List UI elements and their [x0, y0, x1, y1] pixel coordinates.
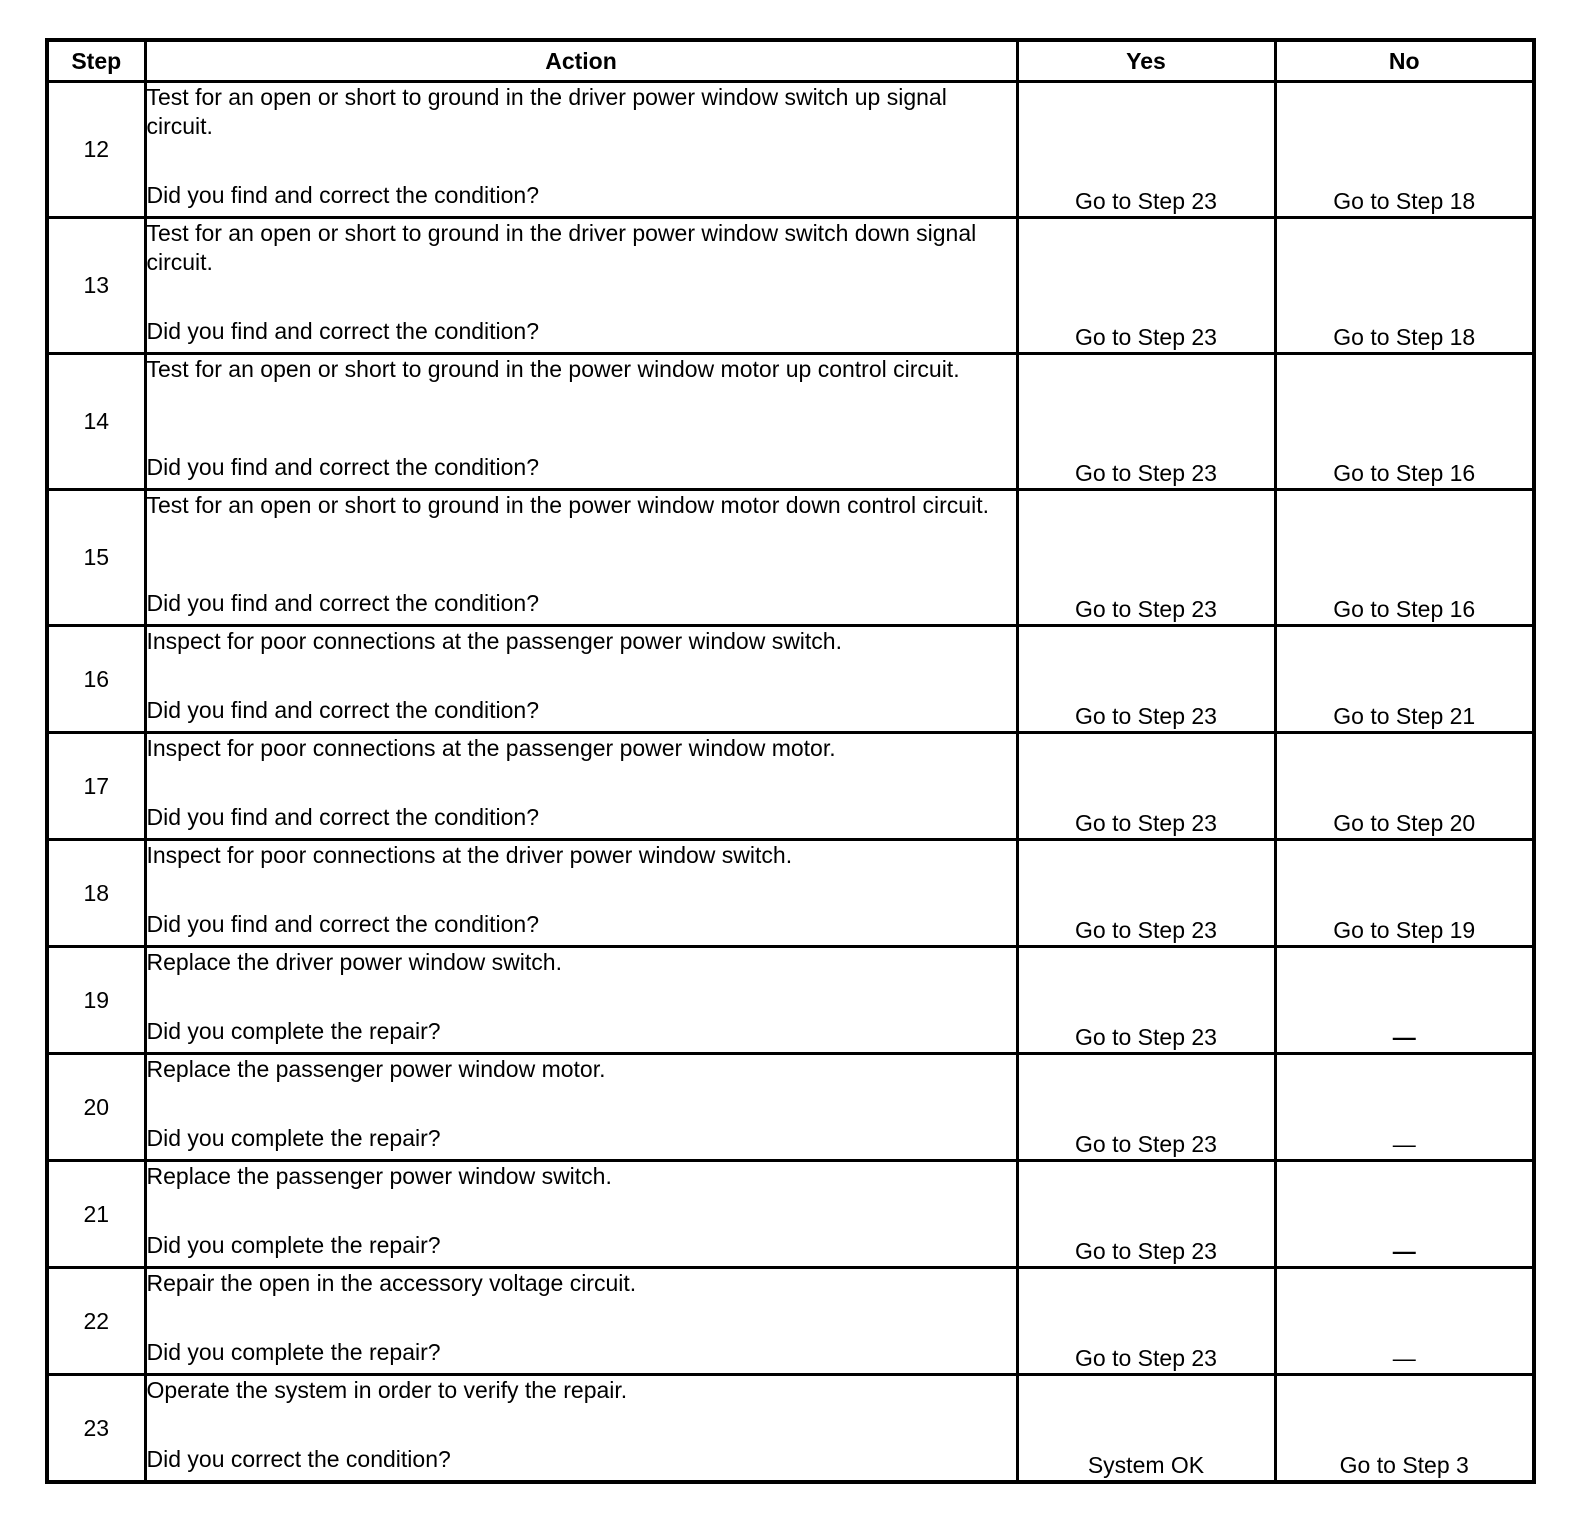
step-number: 18 [47, 840, 145, 947]
yes-result: Go to Step 23 [1017, 1268, 1275, 1375]
yes-result: System OK [1017, 1375, 1275, 1483]
action-text: Inspect for poor connections at the passenger power window motor. [146, 735, 836, 761]
no-result: — [1275, 1161, 1534, 1268]
yes-result: Go to Step 23 [1017, 82, 1275, 218]
action-question: Did you complete the repair? [146, 1125, 441, 1151]
yes-result: Go to Step 23 [1017, 947, 1275, 1054]
action-text: Replace the passenger power window motor. [146, 1056, 606, 1082]
table-row [47, 218, 1534, 354]
action-question: Did you find and correct the condition? [146, 697, 540, 723]
yes-result: Go to Step 23 [1017, 840, 1275, 947]
action-cell [145, 1268, 1017, 1375]
no-result: — [1275, 1054, 1534, 1161]
action-question: Did you complete the repair? [146, 1018, 441, 1044]
no-result: Go to Step 3 [1275, 1375, 1534, 1483]
header-action: Action [145, 40, 1017, 82]
action-question: Did you correct the condition? [146, 1446, 451, 1472]
diagnostic-table [45, 38, 1536, 1484]
action-cell [145, 82, 1017, 218]
action-text: Operate the system in order to verify the repair. [146, 1377, 628, 1403]
table-row [47, 1054, 1534, 1161]
table-row [47, 490, 1534, 626]
action-text: Replace the driver power window switch. [146, 949, 562, 975]
no-result: — [1275, 947, 1534, 1054]
yes-result: Go to Step 23 [1017, 354, 1275, 490]
action-text: Test for an open or short to ground in the driver power window switch down signal circuit. [146, 220, 977, 275]
action-text: Replace the passenger power window switch. [146, 1163, 612, 1189]
table-row [47, 947, 1534, 1054]
step-number: 23 [47, 1375, 145, 1483]
action-text: Inspect for poor connections at the driver power window switch. [146, 842, 793, 868]
step-number: 14 [47, 354, 145, 490]
yes-result: Go to Step 23 [1017, 218, 1275, 354]
action-text: Repair the open in the accessory voltage circuit. [146, 1270, 637, 1296]
action-cell [145, 1054, 1017, 1161]
no-result: Go to Step 21 [1275, 626, 1534, 733]
no-result: Go to Step 19 [1275, 840, 1534, 947]
action-cell [145, 733, 1017, 840]
table-row [47, 82, 1534, 218]
table-row [47, 1268, 1534, 1375]
action-question: Did you find and correct the condition? [146, 454, 540, 480]
step-number: 22 [47, 1268, 145, 1375]
header-yes: Yes [1017, 40, 1275, 82]
header-step: Step [47, 40, 145, 82]
table-row [47, 733, 1534, 840]
yes-result: Go to Step 23 [1017, 733, 1275, 840]
action-cell [145, 626, 1017, 733]
step-number: 12 [47, 82, 145, 218]
step-number: 21 [47, 1161, 145, 1268]
table-row [47, 626, 1534, 733]
action-cell [145, 218, 1017, 354]
action-question: Did you find and correct the condition? [146, 804, 540, 830]
action-text: Test for an open or short to ground in the power window motor down control circuit. [146, 492, 989, 518]
step-number: 15 [47, 490, 145, 626]
action-cell [145, 947, 1017, 1054]
no-result: Go to Step 18 [1275, 82, 1534, 218]
no-result: Go to Step 16 [1275, 354, 1534, 490]
table-row [47, 1161, 1534, 1268]
action-text: Inspect for poor connections at the passenger power window switch. [146, 628, 842, 654]
yes-result: Go to Step 23 [1017, 490, 1275, 626]
action-text: Test for an open or short to ground in the power window motor up control circuit. [146, 356, 960, 382]
action-cell [145, 490, 1017, 626]
action-question: Did you complete the repair? [146, 1339, 441, 1365]
yes-result: Go to Step 23 [1017, 626, 1275, 733]
action-cell [145, 1375, 1017, 1483]
header-no: No [1275, 40, 1534, 82]
header-row [47, 40, 1534, 82]
table-row [47, 840, 1534, 947]
step-number: 17 [47, 733, 145, 840]
step-number: 19 [47, 947, 145, 1054]
action-text: Test for an open or short to ground in the driver power window switch up signal circuit. [146, 84, 947, 139]
action-cell [145, 840, 1017, 947]
no-result: Go to Step 18 [1275, 218, 1534, 354]
action-question: Did you find and correct the condition? [146, 182, 540, 208]
step-number: 16 [47, 626, 145, 733]
yes-result: Go to Step 23 [1017, 1054, 1275, 1161]
action-question: Did you find and correct the condition? [146, 590, 540, 616]
no-result: Go to Step 16 [1275, 490, 1534, 626]
table-row [47, 1375, 1534, 1483]
action-question: Did you complete the repair? [146, 1232, 441, 1258]
action-question: Did you find and correct the condition? [146, 318, 540, 344]
table-row [47, 354, 1534, 490]
yes-result: Go to Step 23 [1017, 1161, 1275, 1268]
action-question: Did you find and correct the condition? [146, 911, 540, 937]
action-cell [145, 1161, 1017, 1268]
step-number: 13 [47, 218, 145, 354]
no-result: Go to Step 20 [1275, 733, 1534, 840]
step-number: 20 [47, 1054, 145, 1161]
no-result: — [1275, 1268, 1534, 1375]
action-cell [145, 354, 1017, 490]
